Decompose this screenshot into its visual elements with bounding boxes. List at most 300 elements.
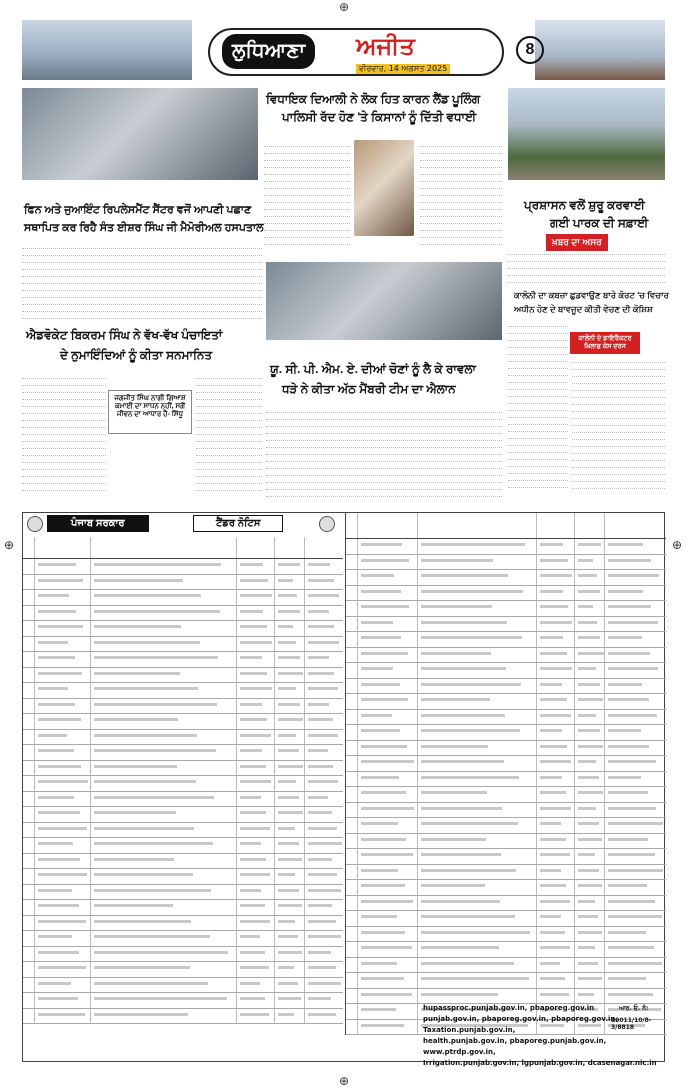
tender-table-cell [275, 854, 305, 869]
tender-table-cell [23, 683, 35, 698]
tender-table-cell [418, 880, 538, 895]
punjab-emblem-icon [27, 516, 43, 532]
tender-table-cell [91, 947, 237, 962]
tender-table-cell [305, 854, 343, 869]
tender-table-cell [575, 865, 605, 880]
advocate-headline-2: ਦੇ ਨੁਮਾਇੰਦਿਆਂ ਨੂੰ ਕੀਤਾ ਸਨਮਾਨਿਤ [60, 348, 213, 362]
tender-table-cell [237, 916, 275, 931]
tender-table-cell [237, 652, 275, 667]
tender-table-cell [305, 575, 343, 590]
tender-table-cell [575, 989, 605, 1004]
tender-table-cell [305, 606, 343, 621]
tender-table-cell [35, 900, 91, 915]
tender-table-cell [23, 714, 35, 729]
tender-table-row [346, 989, 666, 1005]
tender-table-cell [575, 927, 605, 942]
tender-table-cell [237, 947, 275, 962]
tender-table-cell [358, 880, 418, 895]
tender-table-row [23, 668, 343, 684]
tender-table-cell [418, 632, 538, 647]
tender-table-cell [305, 838, 343, 853]
tender-table-cell [91, 962, 237, 977]
tender-table-cell [346, 942, 358, 957]
meeting-group-photo [266, 262, 502, 340]
tender-table-cell [358, 818, 418, 833]
tender-table-cell [346, 710, 358, 725]
tender-table-row [346, 942, 666, 958]
tender-table-cell [23, 637, 35, 652]
tender-table-cell [91, 792, 237, 807]
tender-table-row [23, 916, 343, 932]
tender-table-cell [418, 865, 538, 880]
tender-table-cell [23, 823, 35, 838]
tender-table-cell [605, 787, 666, 802]
tender-table-cell [35, 761, 91, 776]
tender-table-cell [275, 776, 305, 791]
tender-table-row [23, 606, 343, 622]
tender-table-cell [537, 710, 575, 725]
tender-table-cell [91, 838, 237, 853]
tender-table-cell [418, 555, 538, 570]
tender-table-cell [23, 900, 35, 915]
tender-table-cell [23, 668, 35, 683]
tender-table-cell [305, 761, 343, 776]
tender-table-cell [418, 772, 538, 787]
tender-table-cell [358, 911, 418, 926]
tender-table-cell [605, 555, 666, 570]
tender-table-row [23, 885, 343, 901]
tender-table-cell [35, 699, 91, 714]
tender-table-cell [605, 586, 666, 601]
tender-table-cell [35, 792, 91, 807]
tender-table-cell [91, 652, 237, 667]
tender-table-cell [305, 931, 343, 946]
masthead-photo-left [22, 20, 192, 80]
tender-table-row [23, 730, 343, 746]
tender-table-cell [537, 663, 575, 678]
tender-table-cell [91, 730, 237, 745]
tender-ro-label: ਆਰ. ਓ. ਨੰ: [619, 1005, 649, 1012]
tender-table-cell [537, 865, 575, 880]
tender-table-row [346, 958, 666, 974]
tender-table-cell [237, 900, 275, 915]
tender-table-cell [537, 617, 575, 632]
tender-ro-number: 10011/10/8-3/8818 [611, 1017, 652, 1031]
tender-table-row [346, 663, 666, 679]
tender-table-cell [605, 741, 666, 756]
land-pooling-headline-1: ਵਿਧਾਇਕ ਦਿਆਲੀ ਨੇ ਲੋਕ ਹਿਤ ਕਾਰਨ ਲੈਂਡ ਪੂਲਿੰਗ [266, 92, 481, 106]
tender-table-cell [35, 559, 91, 574]
tender-table-cell [23, 978, 35, 993]
tender-table-cell [23, 730, 35, 745]
tender-table-cell [537, 818, 575, 833]
registration-mark-right: ⊕ [672, 538, 683, 552]
tender-table-row [346, 865, 666, 881]
tender-table-row [23, 838, 343, 854]
tender-table-cell [537, 973, 575, 988]
tender-table-cell [418, 710, 538, 725]
tender-table-row [23, 823, 343, 839]
tender-table-cell [418, 648, 538, 663]
tender-table-cell [237, 776, 275, 791]
tender-table-cell [537, 694, 575, 709]
tender-table-cell [358, 927, 418, 942]
tender-table-cell [237, 714, 275, 729]
tender-website-line: Irrigation.punjab.gov.in, lgpunjab.gov.in, dcasenagar.nic.in [423, 1059, 657, 1067]
tender-table-cell [605, 989, 666, 1004]
tender-table-cell [605, 648, 666, 663]
tender-table-cell [35, 621, 91, 636]
news-impact-badge: ਖ਼ਬਰ ਦਾ ਅਸਰ [546, 234, 608, 251]
tender-table-cell [346, 601, 358, 616]
tender-table-cell [346, 880, 358, 895]
tender-table-row [346, 756, 666, 772]
tender-table-cell [575, 896, 605, 911]
tender-table-cell [237, 854, 275, 869]
tender-table-cell [346, 1004, 358, 1019]
tender-table-row [346, 694, 666, 710]
tender-table-cell [237, 730, 275, 745]
tender-table-cell [275, 885, 305, 900]
tender-table-cell [605, 834, 666, 849]
tender-table-cell [537, 803, 575, 818]
tender-table-cell [91, 993, 237, 1008]
tender-table-cell [35, 575, 91, 590]
tender-table-row [23, 575, 343, 591]
land-pooling-column-1 [264, 140, 350, 252]
ucpma-headline-2: ਧੜੇ ਨੇ ਕੀਤਾ ਅੱਠ ਮੈਂਬਰੀ ਟੀਮ ਦਾ ਐਲਾਨ [282, 382, 456, 396]
tender-table-cell [237, 978, 275, 993]
tender-table-row [346, 911, 666, 927]
tender-table-cell [346, 555, 358, 570]
tender-table-cell [575, 710, 605, 725]
tender-table-cell [305, 885, 343, 900]
tender-table-cell [35, 931, 91, 946]
tender-table-cell [358, 648, 418, 663]
tender-table-cell [358, 617, 418, 632]
tender-table-cell [358, 896, 418, 911]
tender-table-cell [305, 683, 343, 698]
tender-table-cell [575, 570, 605, 585]
tender-table-cell [91, 699, 237, 714]
tender-table-row [23, 745, 343, 761]
tender-table-cell [91, 854, 237, 869]
tender-table-row [346, 555, 666, 571]
tender-table-cell [23, 761, 35, 776]
tender-table-cell [275, 916, 305, 931]
tender-table-cell [537, 772, 575, 787]
tender-table-cell [418, 989, 538, 1004]
tender-table-cell [418, 803, 538, 818]
tender-table-cell [346, 834, 358, 849]
tender-table-cell [605, 865, 666, 880]
tender-table-cell [23, 869, 35, 884]
tender-table-cell [346, 803, 358, 818]
advocate-headline-1: ਐਡਵੋਕੇਟ ਬਿਕਰਮ ਸਿੰਘ ਨੇ ਵੱਖ-ਵੱਖ ਪੰਚਾਇਤਾਂ [26, 328, 223, 342]
tender-table-cell [346, 958, 358, 973]
tender-table-cell [358, 834, 418, 849]
tender-table-cell [91, 978, 237, 993]
tender-table-cell [575, 911, 605, 926]
tender-table-cell [275, 621, 305, 636]
tender-table-cell [605, 772, 666, 787]
tender-table-row [23, 900, 343, 916]
tender-table-cell [418, 617, 538, 632]
tender-table-cell [418, 725, 538, 740]
tender-table-cell [23, 745, 35, 760]
tender-table-cell [237, 869, 275, 884]
mla-portrait-photo [354, 140, 414, 236]
tender-table-row [23, 776, 343, 792]
tender-table-cell [91, 823, 237, 838]
tender-table-cell [358, 725, 418, 740]
tender-table-cell [237, 699, 275, 714]
city-name: ਲੁਧਿਆਣਾ [222, 34, 315, 69]
tender-table-cell [358, 973, 418, 988]
tender-table-cell [35, 714, 91, 729]
tender-government: ਪੰਜਾਬ ਸਰਕਾਰ [47, 515, 149, 532]
tender-table-row [23, 621, 343, 637]
tender-table-row [23, 714, 343, 730]
tender-table-row [23, 854, 343, 870]
tender-table-cell [605, 849, 666, 864]
tender-table-row [346, 741, 666, 757]
tender-table-cell [91, 621, 237, 636]
tender-table-cell [35, 730, 91, 745]
tender-table-cell [23, 931, 35, 946]
tender-table-cell [305, 559, 343, 574]
tender-table-cell [305, 807, 343, 822]
tender-table-cell [358, 849, 418, 864]
tender-table-cell [537, 834, 575, 849]
tender-table-cell [35, 854, 91, 869]
masthead-photo-right [535, 20, 665, 80]
tender-table-cell [35, 1009, 91, 1024]
tender-table-cell [346, 725, 358, 740]
tender-table-row [346, 834, 666, 850]
tender-table-cell [275, 807, 305, 822]
tender-table-cell [23, 590, 35, 605]
tender-table-cell [358, 942, 418, 957]
advocate-quote-box: ਜਗਜੀਤ ਸਿੰਘ ਨਾਗੀ ਗਿਆਸ਼ ਕਮਾਈ ਦਾ ਸਾਧਨ ਨਹੀਂ, ਸਗੋਂ ਜੀਵਨ ਦਾ ਆਧਾਰ ਹੈ- ਸਿੱਧੂ [108, 390, 192, 434]
tender-table-row [23, 792, 343, 808]
tender-table-row [346, 679, 666, 695]
tender-table-cell [358, 539, 418, 554]
tender-table-cell [237, 559, 275, 574]
tender-website-line: hupassproc.punjab.gov.in, pbaporeg.gov.in [423, 1004, 595, 1012]
tender-table-cell [91, 885, 237, 900]
tender-table-cell [35, 590, 91, 605]
tender-table-cell [275, 993, 305, 1008]
tender-table-row [346, 880, 666, 896]
tender-table-cell [275, 714, 305, 729]
tender-table-cell [537, 896, 575, 911]
tender-table-cell [537, 586, 575, 601]
tender-table-cell [305, 621, 343, 636]
tender-table-cell [346, 679, 358, 694]
page-number: 8 [516, 36, 544, 64]
tender-table-cell [605, 803, 666, 818]
issue-date: ਵੀਰਵਾਰ, 14 ਅਗਸਤ 2025 [356, 64, 450, 74]
tender-table-cell [35, 978, 91, 993]
tender-table-cell [305, 699, 343, 714]
tender-table-row [23, 1009, 343, 1025]
tender-table-cell [305, 730, 343, 745]
tender-table-cell [23, 993, 35, 1008]
tender-table-cell [537, 911, 575, 926]
tender-table-cell [91, 807, 237, 822]
tender-table-cell [537, 555, 575, 570]
tender-table-cell [575, 663, 605, 678]
tender-table-row [346, 973, 666, 989]
tender-table-cell [575, 601, 605, 616]
ucpma-headline-1: ਯੂ. ਸੀ. ਪੀ. ਐਮ. ਏ. ਦੀਆਂ ਚੋਣਾਂ ਨੂੰ ਲੈ ਕੇ ਰਾਵਲਾ [270, 362, 476, 376]
tender-table-cell [346, 1020, 358, 1035]
tender-table-cell [237, 962, 275, 977]
tender-table-cell [237, 606, 275, 621]
tender-table-cell [358, 772, 418, 787]
colony-column-1 [508, 320, 568, 500]
land-pooling-column-2 [420, 140, 502, 252]
tender-table-cell [605, 958, 666, 973]
tender-table-cell [237, 792, 275, 807]
tender-table-cell [275, 575, 305, 590]
tender-table-cell [537, 648, 575, 663]
tender-table-cell [418, 896, 538, 911]
tender-table-cell [575, 880, 605, 895]
tender-table-cell [537, 927, 575, 942]
tender-table-cell [305, 916, 343, 931]
tender-table-cell [35, 823, 91, 838]
tender-table-cell [23, 776, 35, 791]
tender-table-cell [35, 652, 91, 667]
tender-table-cell [346, 632, 358, 647]
tender-table-cell [346, 539, 358, 554]
tender-table-cell [358, 694, 418, 709]
tender-table-cell [575, 694, 605, 709]
masthead-logo [208, 28, 504, 76]
tender-table-right-header [346, 513, 666, 539]
tender-table-cell [605, 725, 666, 740]
tender-table-cell [575, 679, 605, 694]
tender-table-cell [575, 741, 605, 756]
tender-table-cell [91, 606, 237, 621]
knee-center-headline-2: ਸਥਾਪਿਤ ਕਰ ਰਿਹੈ ਸੰਤ ਈਸ਼ਰ ਸਿੰਘ ਜੀ ਮੈਮੋਰੀਅਲ ਹਸਪਤਾਲ [24, 222, 264, 234]
park-headline-1: ਪ੍ਰਸ਼ਾਸਨ ਵਲੋਂ ਸ਼ੁਰੂ ਕਰਵਾਈ [524, 198, 645, 212]
tender-table-cell [418, 834, 538, 849]
tender-table-cell [237, 807, 275, 822]
tender-table-cell [23, 559, 35, 574]
tender-table-cell [575, 787, 605, 802]
tender-table-cell [275, 962, 305, 977]
tender-table-cell [575, 586, 605, 601]
tender-table-cell [575, 725, 605, 740]
tender-table-cell [275, 947, 305, 962]
tender-table-cell [575, 942, 605, 957]
tender-table-cell [275, 931, 305, 946]
tender-table-right [345, 513, 666, 1035]
tender-table-cell [575, 958, 605, 973]
hospital-group-photo [22, 88, 258, 180]
tender-table-cell [35, 962, 91, 977]
knee-center-headline-1: ਫਿਨ ਅਤੇ ਜੁਆਇੰਟ ਰਿਪਲੇਸਮੈਂਟ ਸੈਂਟਰ ਵਜੋਂ ਆਪਣੀ ਪਛਾਣ [24, 204, 252, 216]
tender-table-cell [605, 617, 666, 632]
tender-table-cell [275, 792, 305, 807]
tender-table-cell [275, 668, 305, 683]
tender-table-row [23, 993, 343, 1009]
tender-table-cell [35, 637, 91, 652]
tender-table-cell [575, 648, 605, 663]
tender-table-cell [346, 648, 358, 663]
tender-table-cell [35, 807, 91, 822]
tender-table-cell [346, 849, 358, 864]
tender-table-row [346, 648, 666, 664]
tender-table-row [346, 772, 666, 788]
tender-table-cell [305, 590, 343, 605]
colony-headline-1: ਕਾਲੋਨੀ ਦਾ ਕਬਜ਼ਾ ਛੁਡਵਾਉਣ ਬਾਰੇ ਕੋਰਟ 'ਚ ਵਿਚਾਰ [514, 290, 669, 300]
tender-table-cell [358, 586, 418, 601]
tender-table-cell [537, 601, 575, 616]
park-headline-2: ਗਈ ਪਾਰਕ ਦੀ ਸਫ਼ਾਈ [550, 216, 649, 230]
tender-table-row [346, 570, 666, 586]
park-photo [508, 88, 665, 180]
tender-table-cell [418, 601, 538, 616]
tender-table-cell [237, 590, 275, 605]
tender-table-cell [605, 570, 666, 585]
tender-website-line: punjab.gov.in, pbaporeg.gov.in, pbaporeg.gov.in, Taxation.punjab.gov.in, [423, 1015, 619, 1034]
tender-table-cell [35, 776, 91, 791]
tender-table-cell [418, 663, 538, 678]
tender-table-cell [275, 683, 305, 698]
tender-table-cell [418, 818, 538, 833]
tender-table-cell [23, 807, 35, 822]
tender-table-left-header [23, 537, 343, 559]
tender-table-cell [35, 947, 91, 962]
tender-table-cell [91, 637, 237, 652]
tender-table-cell [305, 823, 343, 838]
tender-table-cell [91, 900, 237, 915]
tender-table-cell [23, 792, 35, 807]
tender-table-row [346, 803, 666, 819]
colony-column-2 [572, 356, 665, 500]
tender-table-cell [418, 586, 538, 601]
tender-table-cell [605, 756, 666, 771]
tender-table-cell [346, 694, 358, 709]
tender-table-cell [305, 869, 343, 884]
tender-table-cell [575, 539, 605, 554]
tender-table-cell [346, 570, 358, 585]
tender-table-cell [237, 993, 275, 1008]
tender-table-cell [537, 849, 575, 864]
tender-header [23, 513, 343, 535]
tender-table-row [23, 978, 343, 994]
tender-table-cell [237, 621, 275, 636]
tender-table-cell [537, 756, 575, 771]
knee-center-body [22, 242, 262, 322]
tender-table-cell [35, 993, 91, 1008]
tender-table-cell [605, 539, 666, 554]
tender-table-cell [91, 668, 237, 683]
tender-table-cell [237, 668, 275, 683]
tender-table-cell [305, 637, 343, 652]
tender-table-cell [605, 880, 666, 895]
tender-table-cell [91, 931, 237, 946]
tender-table-cell [275, 761, 305, 776]
tender-table-cell [575, 617, 605, 632]
registration-mark-left: ⊕ [4, 538, 15, 552]
tender-table-cell [305, 745, 343, 760]
tender-table-cell [358, 865, 418, 880]
